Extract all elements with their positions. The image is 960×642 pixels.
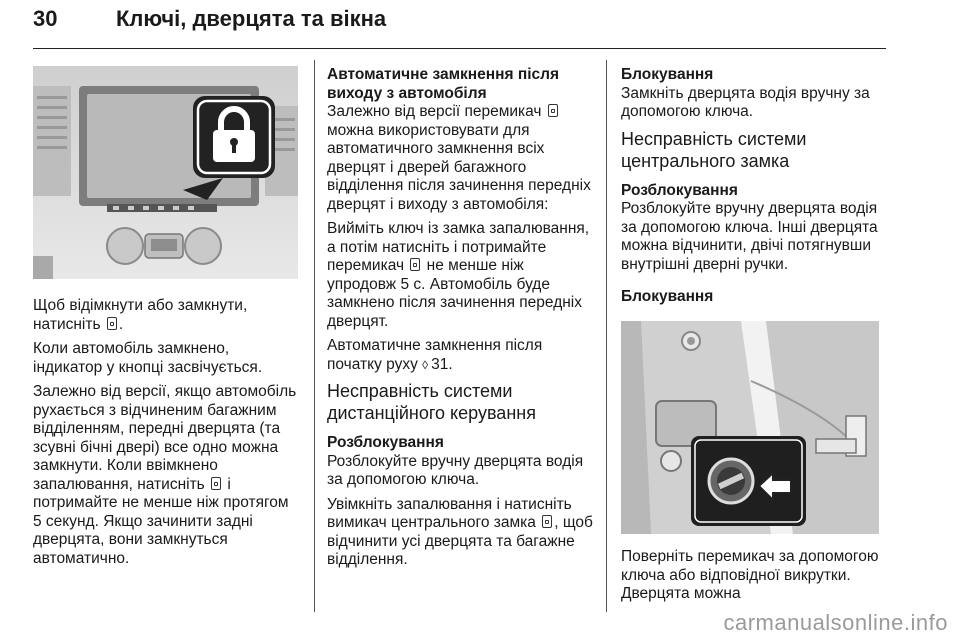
paragraph-auto-lock-version-a: Залежно від версії перемикач xyxy=(327,103,542,120)
heading-locking-2: Блокування xyxy=(621,288,714,305)
paragraph-manual-lock: Замкніть дверцята водія вручну за допомогою ключа. xyxy=(621,84,870,120)
paragraph-remove-key xyxy=(327,220,595,331)
paragraph-auto-lock-version xyxy=(327,103,595,214)
paragraph-ignition-switch-a: Увімкніть запалювання і натисніть вимикач центрального замка xyxy=(327,495,572,531)
paragraph-auto-lock-driving xyxy=(327,337,595,374)
door-svg xyxy=(621,321,879,534)
column-divider-2 xyxy=(606,60,607,612)
paragraph-indicator: Коли автомобіль замкнено, індикатор у кнопці засвічується. xyxy=(33,340,263,376)
paragraph-auto-lock-version-b: можна використовувати для автоматичного замкнення всіх дверцят і дверей багажного відділення після зачинення передніх дверцят і виходу з автомобіля: xyxy=(327,121,591,213)
paragraph-unlock-end: . xyxy=(118,315,124,333)
heading-auto-lock-exit: Автоматичне замкнення після виходу з автомобіля xyxy=(327,66,560,102)
lock-button-icon xyxy=(548,104,558,117)
dashboard-svg xyxy=(33,66,298,279)
page-reference-link[interactable]: 31. xyxy=(431,355,453,373)
heading-unlocking: Розблокування xyxy=(327,434,444,451)
paragraph-manual-unlock: Розблокуйте вручну дверцята водія за допомогою ключа. xyxy=(327,452,584,488)
lock-button-icon xyxy=(410,258,420,271)
heading-unlocking-2: Розблокування xyxy=(621,181,738,199)
reference-arrow-icon: ◊ xyxy=(422,357,429,372)
column-2-text xyxy=(327,66,595,576)
paragraph-ignition-switch xyxy=(327,496,595,570)
column-1-text xyxy=(33,297,298,574)
heading-remote-fault: Несправність системи дистанційного керування xyxy=(327,381,536,423)
page-title: Ключі, дверцята та вікна xyxy=(116,6,387,31)
dashboard-lock-illustration xyxy=(33,66,298,279)
paragraph-open-trunk-text-b: і потримайте не менше ніж протягом 5 секунд. Якщо зачинити задні дверцята, вони замкнуться автоматично. xyxy=(33,475,289,567)
door-lock-slot-illustration xyxy=(621,321,879,534)
paragraph-turn-switch: Поверніть перемикач за допомогою ключа або відповідної викрутки. Дверцята можна xyxy=(621,548,879,602)
paragraph-open-trunk xyxy=(33,383,298,568)
paragraph-remove-key-a: Вийміть ключ із замка запалювання, а потім натисніть і потримайте перемикач xyxy=(327,220,590,274)
paragraph-auto-lock-driving-text: Автоматичне замкнення після початку руху xyxy=(327,337,543,373)
heading-locking: Блокування xyxy=(621,66,714,83)
watermark: carmanualsonline.info xyxy=(723,610,948,635)
header-rule xyxy=(33,48,886,49)
lock-button-icon xyxy=(542,515,552,528)
column-3-text-bottom xyxy=(621,548,889,610)
page-number: 30 xyxy=(33,6,58,31)
paragraph-unlock xyxy=(33,297,298,334)
paragraph-unlock-text: Щоб відімкнути або замкнути, натисніть xyxy=(33,297,248,333)
heading-central-lock-fault: Несправність системи центрального замка xyxy=(621,128,807,171)
lock-button-icon xyxy=(211,477,221,490)
column-divider-1 xyxy=(314,60,315,612)
column-3-text-top xyxy=(621,66,889,307)
lock-button-icon xyxy=(107,317,117,330)
paragraph-manual-unlock-2: Розблокуйте вручну дверцята водія за допомогою ключа. Інші дверцята можна відчинити, двічі потягнувши внутрішні дверні ручки. xyxy=(621,200,878,273)
paragraph-open-trunk-text-a: Залежно від версії, якщо автомобіль рухається з відчиненим багажним відділенням, передні дверцята (та зсувні бічні двері) все одно можна замкнути. Коли ввімкнено запалювання, натисніть xyxy=(33,383,297,493)
paragraph-ignition-switch-b: , щоб відчинити усі дверцята та багажне відділення. xyxy=(327,514,593,568)
paragraph-remove-key-b: не менше ніж упродовж 5 с. Автомобіль буде замкнено після зачинення передніх дверцят. xyxy=(327,257,582,330)
